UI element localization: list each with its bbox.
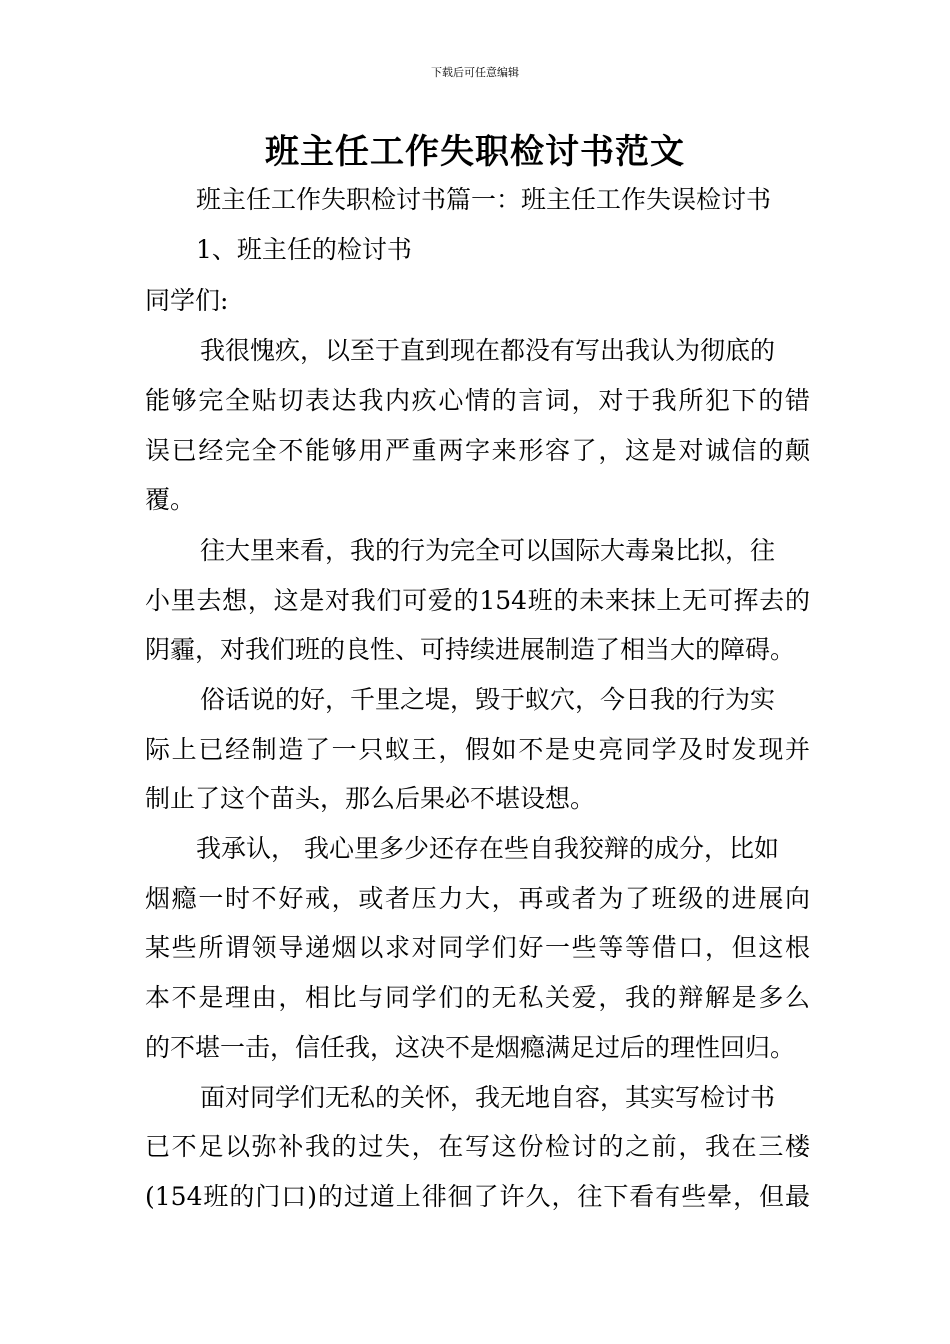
body-line: 俗话说的好，千里之堤，毁于蚁穴，今日我的行为实 — [200, 685, 776, 714]
salutation: 同学们: — [145, 286, 229, 315]
body-line: 往大里来看，我的行为完全可以国际大毒枭比拟，往 — [200, 536, 776, 565]
body-line: 小里去想，这是对我们可爱的154班的未来抹上无可挥去的 — [145, 586, 810, 615]
body-line: 制止了这个苗头，那么后果必不堪设想。 — [145, 784, 596, 813]
body-line: 阴霾，对我们班的良性、可持续进展制造了相当大的障碍。 — [145, 635, 796, 664]
body-line: 烟瘾一时不好戒，或者压力大，再或者为了班级的进展向 — [145, 884, 810, 913]
body-line: 覆。 — [145, 485, 196, 514]
section-heading: 1、班主任的检讨书 — [196, 235, 412, 264]
body-line: 我很愧疚，以至于直到现在都没有写出我认为彻底的 — [200, 336, 776, 365]
body-line: 本不是理由，相比与同学们的无私关爱，我的辩解是多么 — [145, 983, 810, 1012]
body-line: (154班的门口)的过道上徘徊了许久，往下看有些晕，但最 — [145, 1182, 810, 1211]
header-note: 下载后可任意编辑 — [431, 66, 519, 79]
body-line: 际上已经制造了一只蚁王，假如不是史亮同学及时发现并 — [145, 735, 810, 764]
body-line: 我承认， 我心里多少还存在些自我狡辩的成分，比如 — [196, 834, 779, 863]
body-line: 某些所谓领导递烟以求对同学们好一些等等借口，但这根 — [145, 933, 810, 962]
subtitle: 班主任工作失职检讨书篇一：班主任工作失误检讨书 — [196, 185, 772, 214]
document-title: 班主任工作失职检讨书范文 — [265, 132, 685, 172]
body-line: 的不堪一击，信任我，这决不是烟瘾满足过后的理性回归。 — [145, 1033, 796, 1062]
body-line: 已不足以弥补我的过失，在写这份检讨的之前，我在三楼 — [145, 1132, 810, 1161]
body-line: 面对同学们无私的关怀，我无地自容，其实写检讨书 — [200, 1083, 776, 1112]
body-line: 能够完全贴切表达我内疚心情的言词，对于我所犯下的错 — [145, 386, 810, 415]
body-line: 误已经完全不能够用严重两字来形容了，这是对诚信的颠 — [145, 436, 810, 465]
